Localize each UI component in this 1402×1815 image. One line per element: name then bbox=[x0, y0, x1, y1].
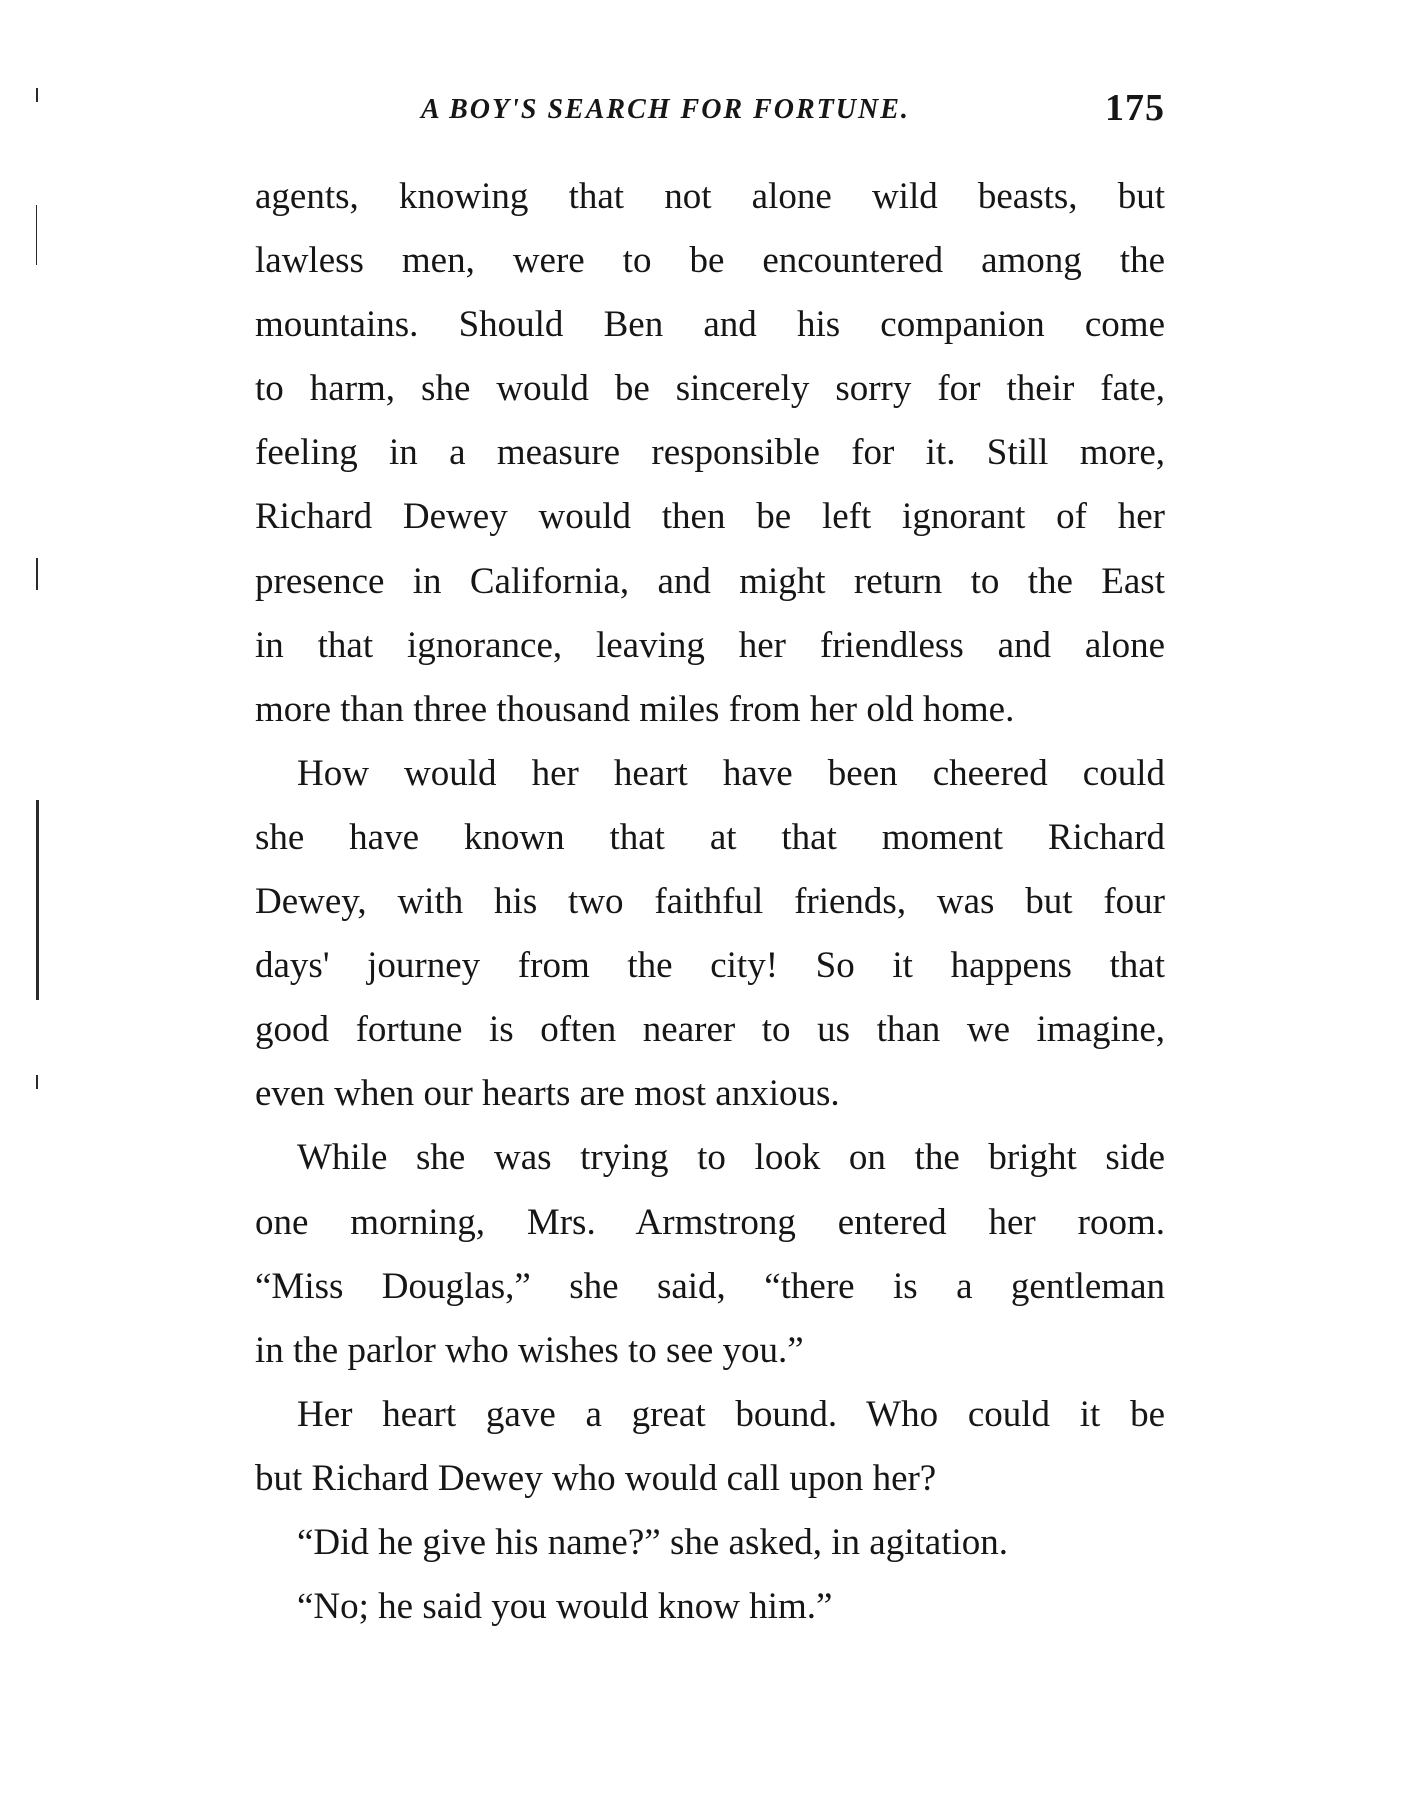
text-line: While she was trying to look on the bright side bbox=[297, 1137, 1165, 1179]
text-line: presence in California, and might return to the East bbox=[255, 560, 1165, 602]
text-line: mountains. Should Ben and his companion come bbox=[255, 304, 1165, 346]
text-line: feeling in a measure responsible for it. Still more, bbox=[255, 432, 1165, 474]
scan-margin-mark bbox=[36, 205, 37, 265]
text-line: in the parlor who wishes to see you.” bbox=[255, 1329, 804, 1371]
text-line: one morning, Mrs. Armstrong entered her room. bbox=[255, 1201, 1165, 1243]
paragraph bbox=[255, 1383, 1165, 1511]
running-title: A BOY'S SEARCH FOR FORTUNE. bbox=[421, 94, 910, 125]
text-line: she have known that at that moment Richard bbox=[255, 816, 1165, 858]
scan-margin-mark bbox=[36, 558, 38, 590]
text-line: even when our hearts are most anxious. bbox=[255, 1073, 840, 1115]
paragraph bbox=[255, 1126, 1165, 1382]
scan-margin-mark bbox=[36, 800, 39, 1000]
text-line: to harm, she would be sincerely sorry for their fate, bbox=[255, 368, 1165, 410]
paragraph bbox=[255, 1575, 1165, 1639]
text-line: How would her heart have been cheered could bbox=[297, 752, 1165, 794]
page-number: 175 bbox=[1105, 87, 1165, 129]
text-line: Dewey, with his two faithful friends, was but four bbox=[255, 881, 1165, 923]
text-line: Her heart gave a great bound. Who could it be bbox=[297, 1393, 1165, 1435]
running-head bbox=[255, 84, 1165, 136]
text-line: but Richard Dewey who would call upon her? bbox=[255, 1457, 937, 1499]
text-line: “Miss Douglas,” she said, “there is a gentleman bbox=[255, 1265, 1165, 1307]
body-text bbox=[255, 165, 1165, 1639]
scan-margin-mark bbox=[36, 1075, 38, 1089]
text-line: agents, knowing that not alone wild beasts, but bbox=[255, 176, 1165, 217]
scan-margin-mark bbox=[36, 88, 38, 102]
text-line: “Did he give his name?” she asked, in agitation. bbox=[297, 1521, 1009, 1563]
paragraph bbox=[255, 1511, 1165, 1575]
text-line: Richard Dewey would then be left ignorant of her bbox=[255, 496, 1165, 538]
text-line: good fortune is often nearer to us than we imagine, bbox=[255, 1009, 1165, 1051]
text-line: lawless men, were to be encountered among the bbox=[255, 240, 1165, 282]
text-line: more than three thousand miles from her old home. bbox=[255, 688, 1015, 730]
text-line: days' journey from the city! So it happens that bbox=[255, 945, 1165, 987]
paragraph bbox=[255, 165, 1165, 742]
text-line: in that ignorance, leaving her friendless and alone bbox=[255, 624, 1165, 666]
text-line: “No; he said you would know him.” bbox=[297, 1586, 833, 1628]
paragraph bbox=[255, 742, 1165, 1127]
